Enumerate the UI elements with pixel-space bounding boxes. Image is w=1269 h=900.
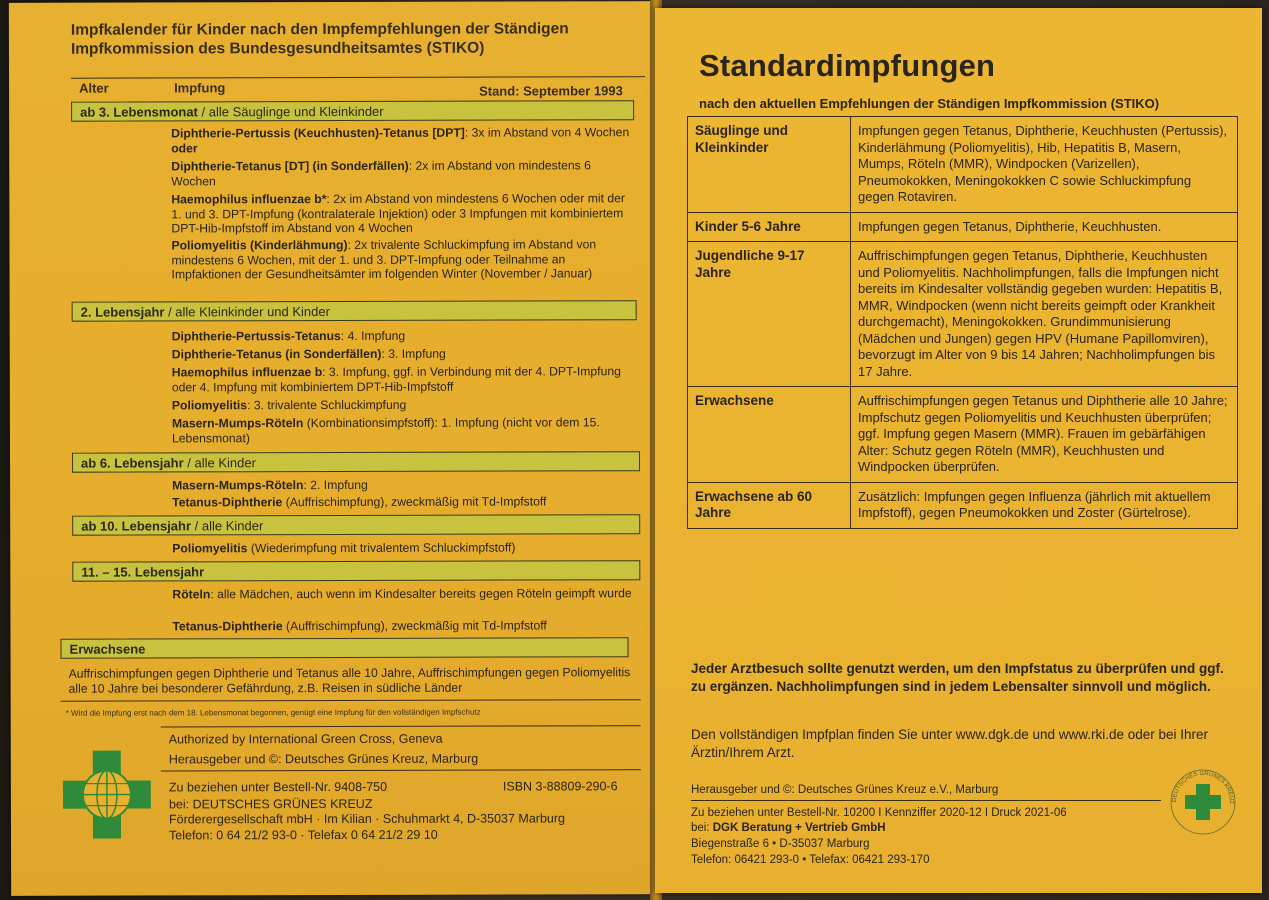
- entry: Poliomyelitis (Kinderlähmung): 2x trivalente Schluckimpfung im Abstand von mindestens 6 Wochen, mit der 1. und 3. DPT-Impfung oder Teilnahme an Impfaktionen der Gesundheitsämter im folgenden Winter (November / Januar): [171, 237, 597, 282]
- right-title: Standardimpfungen: [699, 48, 996, 83]
- green-cross-seal-logo: [1169, 768, 1237, 836]
- phone: Telefon: 0 64 21/2 93-0 · Telefax 0 64 21/2 29 10: [168, 827, 438, 843]
- table-row: [688, 242, 1238, 387]
- right-page: [655, 8, 1262, 893]
- entry: Diphtherie-Tetanus [DT] (in Sonderfällen): 2x im Abstand von mindestens 6 Wochen: [171, 158, 591, 188]
- group-cell: Erwachsene ab 60 Jahre: [688, 482, 851, 528]
- table-row: [688, 482, 1238, 528]
- section-band: 11. – 15. Lebensjahr: [72, 560, 640, 581]
- entry: Diphtherie-Pertussis-Tetanus: 4. Impfung: [171, 328, 406, 344]
- stand-date: Stand: September 1993: [479, 83, 623, 99]
- text-cell: Auffrischimpfungen gegen Tetanus und Diphtherie alle 10 Jahre; Impfschutz gegen Poliomyelitis und Keuchhusten überprüfen; ggf. Impfung gegen Masern (MMR). Frauen im gebärfähigen Alter: Schutz gegen Röteln (MMR), Keuchhusten und Windpocken überprüfen.: [851, 387, 1238, 483]
- text-cell: Impfungen gegen Tetanus, Diphtherie, Keuchhusten (Pertussis), Kinderlähmung (Poliomyelitis), Hib, Hepatitis B, Masern, Mumps, Röteln (MMR), Windpocken (Varizellen), Pneumokokken, Meningokokken C sowie Schluckimpfung gegen Rotaviren.: [851, 117, 1238, 213]
- group-cell: Erwachsene: [688, 387, 851, 483]
- authorized: Authorized by International Green Cross, Geneva: [168, 731, 443, 747]
- entry: Tetanus-Diphtherie (Auffrischimpfung), zweckmäßig mit Td-Impfstoff: [172, 618, 547, 634]
- section-band: Erwachsene: [60, 637, 628, 658]
- isbn: ISBN 3-88809-290-6: [502, 779, 618, 794]
- distributor: bei: DEUTSCHES GRÜNES KREUZ: [168, 796, 373, 812]
- order-number: Zu beziehen unter Bestell-Nr. 9408-750: [168, 779, 388, 795]
- divider: [161, 725, 641, 727]
- section-band: ab 10. Lebensjahr / alle Kinder: [72, 514, 640, 535]
- entry: Tetanus-Diphtherie (Auffrischimpfung), zweckmäßig mit Td-Impfstoff: [172, 494, 547, 510]
- entry: Röteln: alle Mädchen, auch wenn im Kindesalter bereits gegen Röteln geimpft wurde: [172, 586, 632, 602]
- note-bold: Jeder Arztbesuch sollte genutzt werden, um den Impfstatus zu überprüfen und ggf. zu ergänzen. Nachholimpfungen sind in jedem Lebensalter sinnvoll und möglich.: [691, 661, 1224, 694]
- text-cell: Zusätzlich: Impfungen gegen Influenza (jährlich mit aktuellem Impfstoff), gegen Pneumokokken und Zoster (Gürtelrose).: [851, 482, 1238, 528]
- distributor-address: Förderergesellschaft mbH · Im Kilian · Schuhmarkt 4, D-35037 Marburg: [168, 811, 565, 827]
- left-title: Impfkalender für Kinder nach den Impfempfehlungen der Ständigen Impfkommission des Bundesgesundheitsamtes (STIKO): [70, 20, 569, 58]
- distributor: bei: DGK Beratung + Vertrieb GmbH: [691, 822, 886, 834]
- group-cell: Kinder 5-6 Jahre: [688, 212, 851, 242]
- entry: Haemophilus influenzae b*: 2x im Abstand von mindestens 6 Wochen oder mit der 1. und 3. DPT-Impfung (kontralaterale Injektion) oder 3 Impfungen mit kombiniertem DPT-Hib-Impfstoff im Abstand von 4 Wochen: [171, 191, 625, 236]
- green-cross-globe-logo: [63, 750, 151, 838]
- note: Den vollständigen Impfplan finden Sie unter www.dgk.de und www.rki.de oder bei Ihrer Ärztin/Ihrem Arzt.: [691, 727, 1209, 760]
- divider: [691, 800, 1161, 801]
- entry: Haemophilus influenzae b: 3. Impfung, ggf. in Verbindung mit der 4. DPT-Impfung oder 4. Impfung mit kombiniertem DPT-Hib-Impfstoff: [171, 364, 621, 394]
- group-cell: Jugendliche 9-17 Jahre: [688, 242, 851, 387]
- svg-text:DEUTSCHES GRÜNES KREUZ: DEUTSCHES GRÜNES KREUZ: [1171, 770, 1235, 805]
- vaccination-table: [687, 116, 1238, 529]
- text-cell: Impfungen gegen Tetanus, Diphtherie, Keuchhusten.: [851, 212, 1238, 242]
- entry: Diphtherie-Tetanus (in Sonderfällen): 3. Impfung: [171, 346, 446, 362]
- section-band: ab 3. Lebensmonat / alle Säuglinge und Kleinkinder: [71, 100, 634, 121]
- divider: [161, 769, 641, 771]
- phone: Telefon: 06421 293-0 • Telefax: 06421 293-170: [691, 854, 930, 866]
- entry: Diphtherie-Pertussis (Keuchhusten)-Tetanus [DPT]: 3x im Abstand von 4 Wochen oder: [171, 125, 630, 155]
- table-row: [688, 117, 1238, 213]
- col-vaccine: Impfung: [174, 80, 226, 96]
- col-age: Alter: [79, 80, 109, 96]
- entry: Poliomyelitis (Wiederimpfung mit trivalentem Schluckimpfstoff): [172, 540, 516, 556]
- divider: [71, 76, 645, 79]
- left-page: [9, 1, 661, 896]
- entry: Masern-Mumps-Röteln: 2. Impfung: [172, 477, 368, 493]
- publisher: Herausgeber und ©: Deutsches Grünes Kreuz, Marburg: [168, 751, 479, 767]
- entry: Poliomyelitis: 3. trivalente Schluckimpfung: [171, 397, 407, 413]
- group-cell: Säuglinge und Kleinkinder: [688, 117, 851, 213]
- section-band: 2. Lebensjahr / alle Kleinkinder und Kinder: [72, 300, 637, 321]
- entry: Masern-Mumps-Röteln (Kombinationsimpfstoff): 1. Impfung (nicht vor dem 15. Lebensmonat): [171, 415, 600, 445]
- right-subtitle: nach den aktuellen Empfehlungen der Ständigen Impfkommission (STIKO): [699, 96, 1160, 111]
- publisher: Herausgeber und ©: Deutsches Grünes Kreuz e.V., Marburg: [691, 784, 999, 796]
- distributor-address: Biegenstraße 6 • D-35037 Marburg: [691, 838, 870, 850]
- table-row: [688, 387, 1238, 483]
- text-cell: Auffrischimpfungen gegen Tetanus, Diphtherie, Keuchhusten und Poliomyelitis. Nachholimpfungen, falls die Impfungen nicht bereits im Kindesalter vollständig gegeben wurden: Hepatitis B, MMR, Windpocken (wenn nicht bereits geimpft oder Krankheit durchgemacht), Meningokokken. Grundimmunisierung (Mädchen und Jungen) gegen HPV (Humane Papillomviren), bevorzugt im Alter von 9 bis 14 Jahren; Nachholimpfungen bis 17 Jahre.: [851, 242, 1238, 387]
- divider: [61, 699, 641, 702]
- table-row: [688, 212, 1238, 242]
- section-band: ab 6. Lebensjahr / alle Kinder: [72, 451, 640, 472]
- order-number: Zu beziehen unter Bestell-Nr. 10200 I Kennziffer 2020-12 I Druck 2021-06: [691, 807, 1067, 819]
- adult-text: Auffrischimpfungen gegen Diphtherie und Tetanus alle 10 Jahre, Auffrischimpfungen gegen Poliomyelitis alle 10 Jahre bei besonderer Gefährdung, z.B. Reisen in südliche Länder: [68, 665, 631, 696]
- footnote: * Wird die Impfung erst nach dem 18. Lebensmonat begonnen, genügt eine Impfung für den vollständigen Impfschutz: [65, 707, 481, 718]
